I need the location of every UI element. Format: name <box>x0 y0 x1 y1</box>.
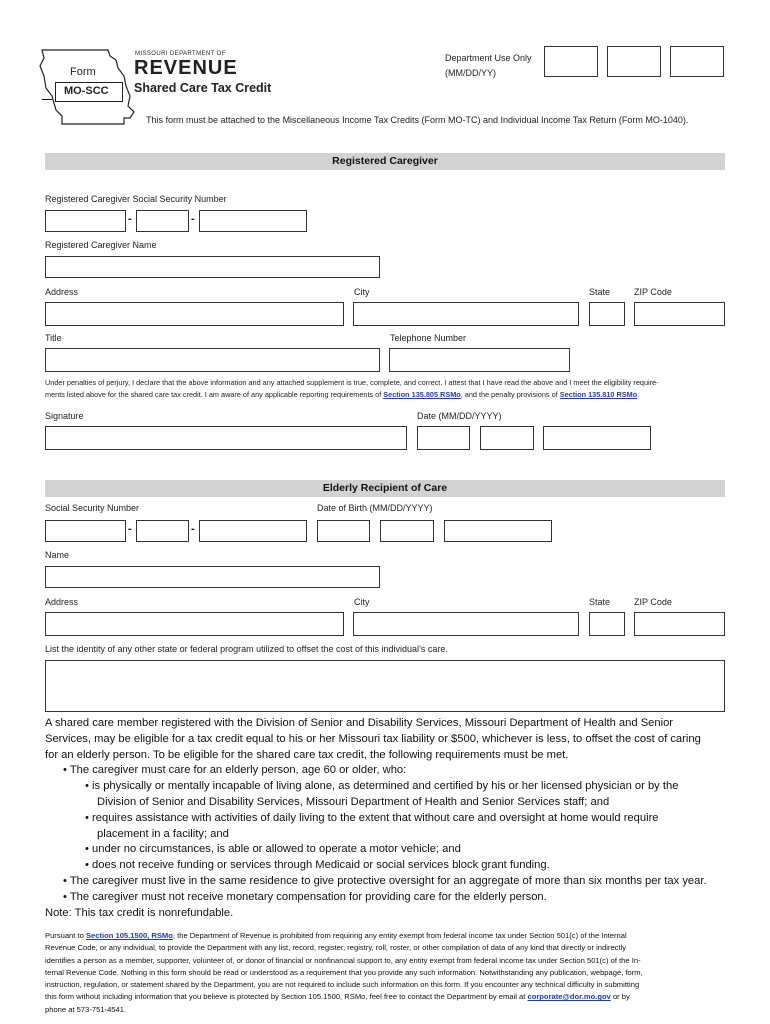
privacy-line: ternal Revenue Code. Nothing in this form should be read or understood as a requirement that you provide any such information. Notwithstanding any publication, webpage, form, <box>45 967 643 977</box>
intro-text: for an elderly person. To be eligible for the shared care tax credit, the following requirements must be met. <box>45 748 569 761</box>
section-135-810-link[interactable]: Section 135.810 RSMo <box>559 390 638 399</box>
section-elderly-recipient: Elderly Recipient of Care <box>45 480 725 497</box>
privacy-line: instruction, regulation, or statement shared by the Department, you are not required to include such information on this form. If you encounter any technical difficulty in submitting <box>45 980 640 990</box>
caregiver-state-field[interactable] <box>589 302 625 326</box>
privacy-line <box>45 930 730 942</box>
elderly-state-field[interactable] <box>589 612 625 636</box>
perjury-statement-line1: Under penalties of perjury, I declare that the above information and any attached supplement is true, complete, and correct. I attest that I have read the above and I meet the eligibility require- <box>45 378 659 387</box>
dept-use-year-box[interactable] <box>670 46 724 77</box>
sub-requirement-item: • under no circumstances, is able or allowed to operate a motor vehicle; and <box>85 843 461 856</box>
elderly-address-label: Address <box>45 597 79 607</box>
other-program-label: List the identity of any other state or federal program utilized to offset the cost of this individual’s care. <box>45 644 448 654</box>
ssn-dash: - <box>191 213 195 225</box>
perjury-statement-line2 <box>45 390 639 399</box>
dept-use-format: (MM/DD/YY) <box>445 68 496 78</box>
sub-requirement-continuation: placement in a facility; and <box>97 827 229 840</box>
privacy-line <box>45 991 730 1003</box>
elderly-dob-year[interactable] <box>444 520 552 542</box>
sub-requirement-item: • requires assistance with activities of daily living to the extent that without care and oversight at home would require <box>85 811 659 824</box>
ssn-dash: - <box>191 523 195 535</box>
caregiver-state-label: State <box>589 287 611 297</box>
elderly-dob-month[interactable] <box>317 520 370 542</box>
form-number-dash <box>42 99 52 100</box>
sub-requirement-item: • is physically or mentally incapable of living alone, as determined and certified by his or her licensed physician or by the <box>85 780 679 793</box>
elderly-city-label: City <box>354 597 370 607</box>
signature-date-label: Date (MM/DD/YYYY) <box>417 411 502 421</box>
dept-of-label: MISSOURI DEPARTMENT OF <box>135 51 226 57</box>
elderly-ssn-part2[interactable] <box>136 520 189 542</box>
privacy-notice <box>45 930 730 1016</box>
elderly-ssn-part3[interactable] <box>199 520 307 542</box>
requirement-item: • The caregiver must not receive monetary compensation for providing care for the elderly person. <box>63 890 547 903</box>
form-number: MO-SCC <box>64 85 109 97</box>
caregiver-title-field[interactable] <box>45 348 380 372</box>
elderly-dob-label: Date of Birth (MM/DD/YYYY) <box>317 503 433 513</box>
privacy-text: or by <box>610 992 630 1002</box>
caregiver-name-field[interactable] <box>45 256 380 278</box>
caregiver-address-label: Address <box>45 287 79 297</box>
requirement-item: • The caregiver must live in the same residence to give protective oversight for an aggregate of more than six months per tax year. <box>63 874 707 887</box>
revenue-logo: REVENUE <box>134 57 238 79</box>
nonrefundable-note: Note: This tax credit is nonrefundable. <box>45 906 234 919</box>
perjury-text: , and the penalty provisions of <box>460 390 560 399</box>
other-program-field[interactable] <box>45 660 725 712</box>
caregiver-ssn-part3[interactable] <box>199 210 307 232</box>
elderly-dob-day[interactable] <box>380 520 434 542</box>
elderly-address-field[interactable] <box>45 612 344 636</box>
form-label: Form <box>70 66 96 78</box>
caregiver-city-label: City <box>354 287 370 297</box>
caregiver-ssn-part2[interactable] <box>136 210 189 232</box>
perjury-text: . <box>637 390 640 399</box>
intro-text: A shared care member registered with the Division of Senior and Disability Services, Missouri Department of Health and Senior <box>45 717 674 729</box>
attach-note: This form must be attached to the Miscellaneous Income Tax Credits (Form MO-TC) and Individual Income Tax Return (Form MO-1040). <box>146 115 689 125</box>
signature-label: Signature <box>45 411 84 421</box>
privacy-text: Pursuant to <box>45 931 86 940</box>
privacy-line: Revenue Code, or any individual, to provide the Department with any list, record, register, registry, roll, roster, or other compilation of data of any kind that directly or indirectly <box>45 943 627 953</box>
email-link[interactable]: corporate@dor.mo.gov <box>527 992 611 1002</box>
caregiver-zip-field[interactable] <box>634 302 725 326</box>
perjury-text: ments listed above for the shared care tax credit. I am aware of any applicable reporting requirements of <box>45 390 384 399</box>
signature-date-day[interactable] <box>480 426 534 450</box>
dept-use-label: Department Use Only <box>445 53 532 63</box>
sub-requirement-item: • does not receive funding or services through Medicaid or social services block grant funding. <box>85 859 550 872</box>
privacy-line: identifies a person as a member, supporter, volunteer of, or donor of financial or nonfinancial support to, any entity exempt from federal income tax under Section 501(c) of the In- <box>45 955 641 965</box>
dept-use-month-box[interactable] <box>544 46 598 77</box>
eligibility-instructions <box>45 716 735 921</box>
caregiver-phone-label: Telephone Number <box>390 333 467 343</box>
privacy-text: this form without including information that you believe is protected by Section 105.1500, RSMo, feel free to contact the Department by email at <box>45 992 528 1002</box>
intro-text: Services, may be eligible for a tax credit equal to his or her Missouri tax liability or $500, whichever is less, to offset the cost of caring <box>45 732 701 745</box>
ssn-dash: - <box>128 213 132 225</box>
caregiver-name-label: Registered Caregiver Name <box>45 240 157 250</box>
elderly-ssn-part1[interactable] <box>45 520 126 542</box>
elderly-zip-field[interactable] <box>634 612 725 636</box>
requirement-item: • The caregiver must care for an elderly person, age 60 or older, who: <box>63 764 407 777</box>
elderly-state-label: State <box>589 597 611 607</box>
section-135-805-link[interactable]: Section 135.805 RSMo <box>383 390 461 399</box>
caregiver-address-field[interactable] <box>45 302 344 326</box>
signature-date-month[interactable] <box>417 426 470 450</box>
sub-requirement-continuation: Division of Senior and Disability Services, Missouri Department of Health and Senior Services staff; and <box>97 795 610 808</box>
elderly-city-field[interactable] <box>353 612 579 636</box>
elderly-name-label: Name <box>45 550 70 560</box>
privacy-text: , the Department of Revenue is prohibited from requiring any entity exempt from federal income tax under Section 501(c) of the Internal <box>172 931 627 940</box>
caregiver-ssn-part1[interactable] <box>45 210 126 232</box>
elderly-name-field[interactable] <box>45 566 380 588</box>
elderly-ssn-label: Social Security Number <box>45 503 140 513</box>
caregiver-phone-field[interactable] <box>389 348 570 372</box>
ssn-dash: - <box>128 523 132 535</box>
privacy-line: phone at 573-751-4541. <box>45 1004 127 1014</box>
caregiver-city-field[interactable] <box>353 302 579 326</box>
form-title: Shared Care Tax Credit <box>134 81 272 95</box>
signature-date-year[interactable] <box>543 426 651 450</box>
section-105-1500-link[interactable]: Section 105.1500, RSMo <box>85 931 173 940</box>
section-registered-caregiver: Registered Caregiver <box>45 153 725 170</box>
signature-field[interactable] <box>45 426 407 450</box>
dept-use-day-box[interactable] <box>607 46 661 77</box>
caregiver-title-label: Title <box>45 333 62 343</box>
elderly-zip-label: ZIP Code <box>634 597 672 607</box>
caregiver-zip-label: ZIP Code <box>634 287 672 297</box>
caregiver-ssn-label: Registered Caregiver Social Security Number <box>45 194 227 204</box>
